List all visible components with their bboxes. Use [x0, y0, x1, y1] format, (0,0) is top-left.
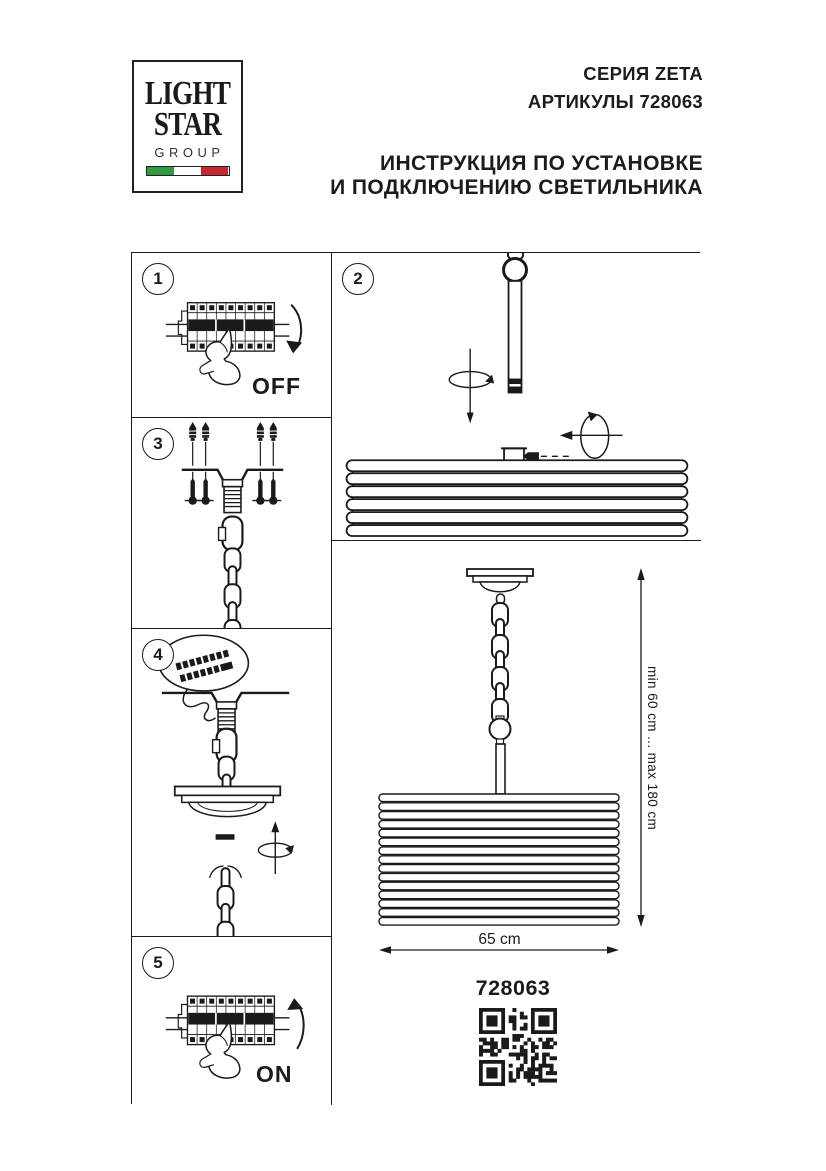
step-2-panel — [332, 253, 701, 541]
step-1-badge: 1 — [142, 263, 174, 295]
logo-star: STAR — [153, 106, 222, 144]
instruction-title-line2: И ПОДКЛЮЧЕНИЮ СВЕТИЛЬНИКА — [330, 176, 703, 200]
step-3-badge: 3 — [142, 428, 174, 460]
series-title: СЕРИЯ ZETA — [583, 63, 703, 84]
step-5-badge: 5 — [142, 947, 174, 979]
instruction-title-line1: ИНСТРУКЦИЯ ПО УСТАНОВКЕ — [379, 151, 703, 175]
italian-flag-bar — [146, 166, 230, 176]
hanging-rod-assembly-illustration — [332, 253, 701, 540]
flag-red — [201, 167, 228, 175]
article-list: АРТИКУЛЫ 728063 — [527, 90, 703, 112]
step-4-badge: 4 — [142, 639, 174, 671]
step-1-panel — [132, 253, 332, 418]
step-2-badge: 2 — [342, 263, 374, 295]
document-header — [330, 60, 703, 201]
diagram-panel — [332, 541, 701, 1105]
flag-green — [147, 167, 174, 175]
step-5-panel — [132, 937, 332, 1105]
steps-grid — [131, 252, 700, 1104]
flag-white — [174, 167, 201, 175]
step-on-label: ON — [256, 1061, 293, 1087]
lightstar-logo — [132, 60, 243, 193]
article-number: 728063 — [475, 976, 551, 1000]
step-4-panel — [132, 629, 332, 937]
step-3-panel — [132, 418, 332, 629]
canopy-assembly-illustration — [132, 629, 331, 936]
height-dimension-label: min 60 cm ... max 180 cm — [645, 666, 660, 831]
qr-code — [479, 1008, 557, 1086]
logo-group: GROUP — [154, 144, 225, 160]
step-off-label: OFF — [252, 373, 301, 399]
logo-light: LIGHT — [144, 75, 231, 112]
width-dimension-label: 65 cm — [478, 931, 521, 948]
